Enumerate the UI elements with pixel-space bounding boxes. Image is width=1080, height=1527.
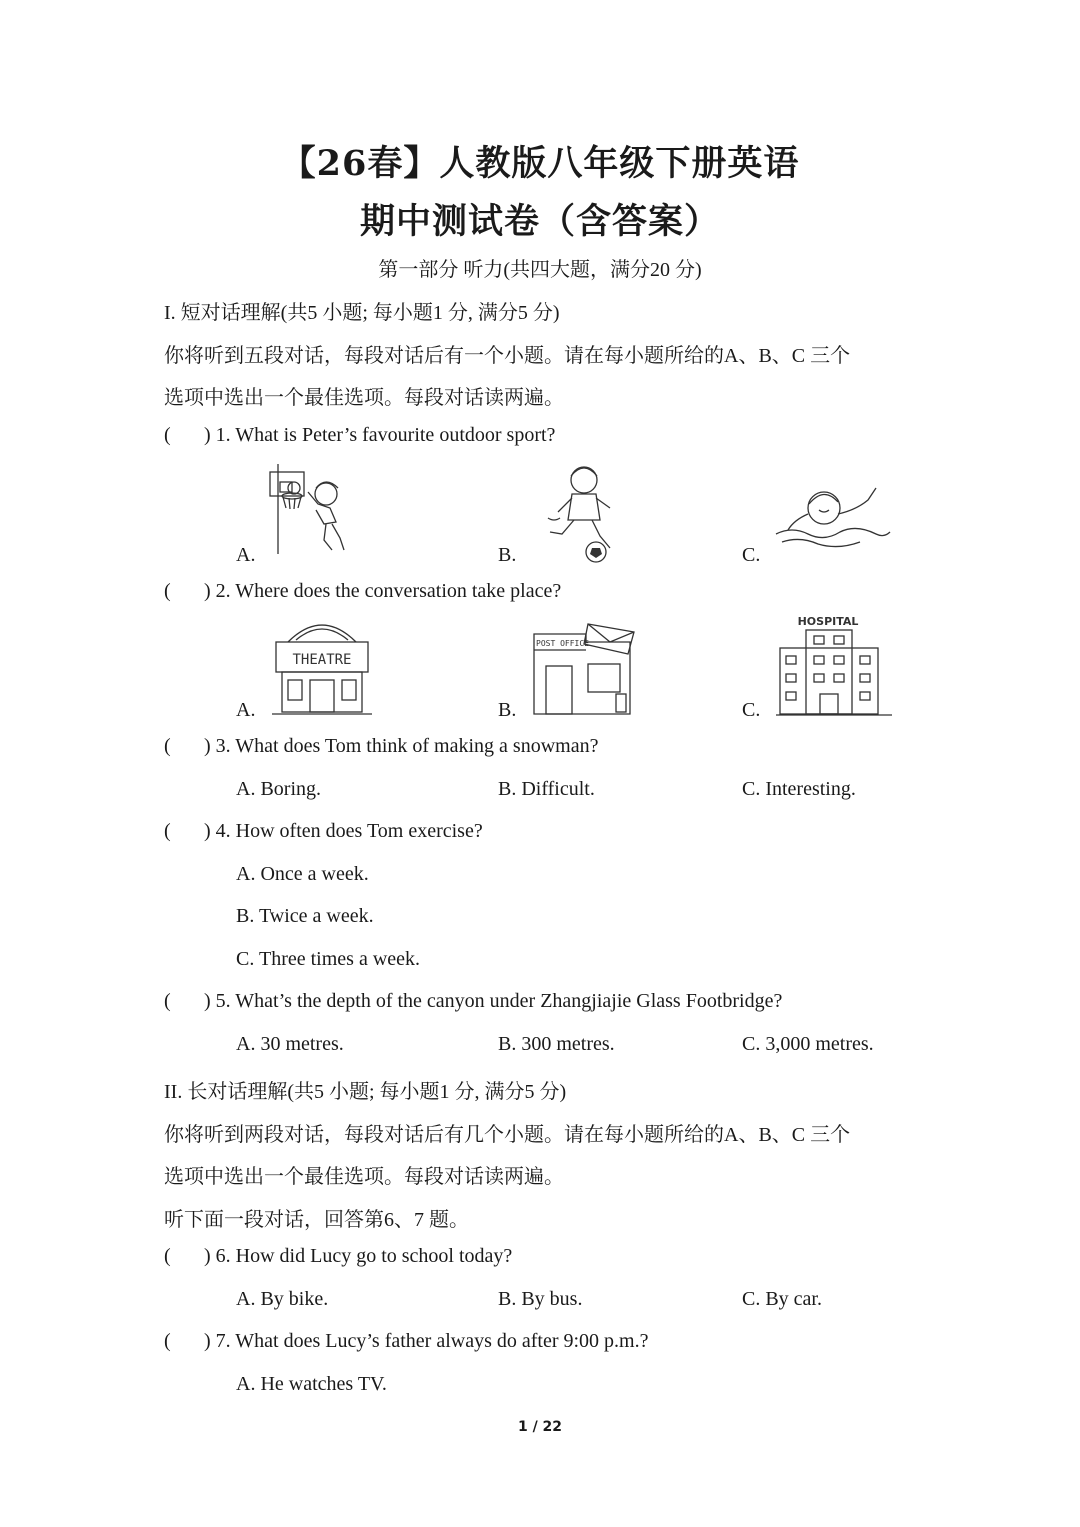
football-player-image: [540, 460, 626, 564]
question-5: ) 5. What’s the depth of the canyon under Zhangjiajie Glass Footbridge?: [204, 990, 783, 1012]
hospital-sign: HOSPITAL: [797, 615, 859, 628]
q3-option-b: B. Difficult.: [498, 778, 595, 800]
answer-blank-6: (: [164, 1245, 171, 1267]
section2-instruction-2: 选项中选出一个最佳选项。每段对话读两遍。: [164, 1166, 564, 1188]
question-6: ) 6. How did Lucy go to school today?: [204, 1245, 513, 1267]
question-1: ) 1. What is Peter’s favourite outdoor sport?: [204, 424, 556, 446]
q1-option-a: A.: [236, 544, 256, 566]
doc-title-line2: 期中测试卷（含答案）: [359, 201, 720, 242]
q2-option-b: B.: [498, 699, 517, 721]
q3-option-c: C. Interesting.: [742, 778, 856, 800]
hospital-image: [776, 612, 894, 720]
part1-heading: 第一部分 听力(共四大题，满分20 分): [378, 259, 702, 281]
swimmer-image: [772, 480, 892, 554]
question-7: ) 7. What does Lucy’s father always do after 9:00 p.m.?: [204, 1330, 649, 1352]
section1-heading: I. 短对话理解(共5 小题; 每小题1 分, 满分5 分): [164, 302, 560, 324]
section2-instruction-3: 听下面一段对话，回答第6、7 题。: [164, 1209, 469, 1231]
section2-instruction-1: 你将听到两段对话，每段对话后有几个小题。请在每小题所给的A、B、C 三个: [164, 1124, 851, 1146]
q5-option-b: B. 300 metres.: [498, 1033, 615, 1055]
post-office-sign: POST OFFICE: [536, 639, 589, 648]
q6-option-b: B. By bus.: [498, 1288, 583, 1310]
answer-blank-5: (: [164, 990, 171, 1012]
question-3: ) 3. What does Tom think of making a snowman?: [204, 735, 599, 757]
page-number: 1 / 22: [517, 1419, 563, 1435]
section1-instruction-2: 选项中选出一个最佳选项。每段对话读两遍。: [164, 387, 564, 409]
q5-option-a: A. 30 metres.: [236, 1033, 344, 1055]
q5-option-c: C. 3,000 metres.: [742, 1033, 874, 1055]
q4-option-a: A. Once a week.: [236, 863, 369, 885]
answer-blank-2: (: [164, 580, 171, 602]
answer-blank-7: (: [164, 1330, 171, 1352]
theatre-image: [270, 614, 374, 718]
q2-option-c: C.: [742, 699, 761, 721]
section2-heading: II. 长对话理解(共5 小题; 每小题1 分, 满分5 分): [164, 1081, 567, 1103]
q1-option-c: C.: [742, 544, 761, 566]
theatre-sign: THEATRE: [292, 652, 352, 668]
q6-option-c: C. By car.: [742, 1288, 822, 1310]
q6-option-a: A. By bike.: [236, 1288, 329, 1310]
q1-option-b: B.: [498, 544, 517, 566]
post-office-image: [530, 614, 638, 718]
q2-option-a: A.: [236, 699, 256, 721]
section1-instruction-1: 你将听到五段对话，每段对话后有一个小题。请在每小题所给的A、B、C 三个: [164, 345, 851, 367]
basketball-player-image: [266, 462, 348, 556]
doc-title-line1: 【26春】人教版八年级下册英语: [280, 143, 800, 184]
q7-option-a: A. He watches TV.: [236, 1373, 387, 1395]
answer-blank-4: (: [164, 820, 171, 842]
q3-option-a: A. Boring.: [236, 778, 321, 800]
q4-option-c: C. Three times a week.: [236, 948, 421, 970]
answer-blank-3: (: [164, 735, 171, 757]
question-2: ) 2. Where does the conversation take place?: [204, 580, 562, 602]
q4-option-b: B. Twice a week.: [236, 905, 374, 927]
answer-blank-1: (: [164, 424, 171, 446]
question-4: ) 4. How often does Tom exercise?: [204, 820, 483, 842]
